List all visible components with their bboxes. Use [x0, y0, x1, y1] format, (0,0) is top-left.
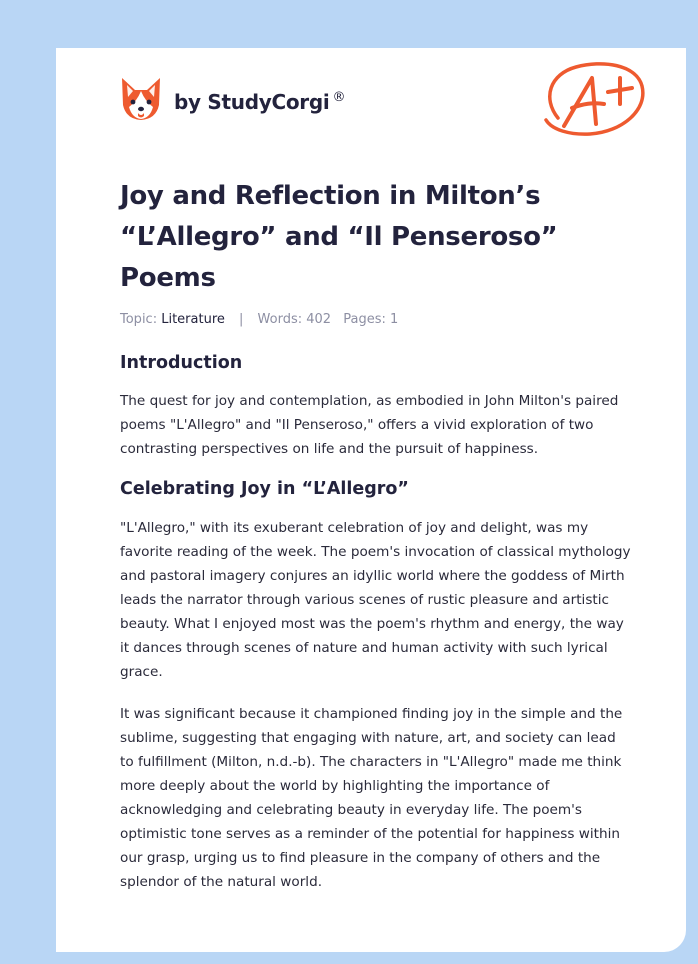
pages-label: Pages: [343, 312, 386, 327]
document-page [56, 48, 686, 952]
topic-label: Topic: [120, 312, 158, 327]
paragraph-joy-1: "L'Allegro," with its exuberant celebration of joy and delight, was my favorite reading of the week. The poem's invocation of classical mythology and pastoral imagery conjures an idyllic world where the goddess of Mirth leads the narrator through various scenes of rustic pleasure and artistic beauty. What I enjoyed most was the poem's rhythm and energy, the way it dances through scenes of nature and human activity with such lyrical grace. [120, 520, 631, 680]
paragraph-joy-2: It was significant because it championed finding joy in the simple and the sublime, suggesting that engaging with nature, art, and society can lead to fulfillment (Milton, n.d.-b). The characters in "L'Allegro" made me think more deeply about the world by highlighting the importance of acknowledging and celebrating beauty in everyday life. The poem's optimistic tone serves as a reminder of the potential for happiness within our grasp, urging us to find pleasure in the company of others and the splendor of the natural world. [120, 706, 623, 890]
words-label: Words: [257, 312, 303, 327]
section-heading-introduction: Introduction [120, 353, 243, 373]
meta-separator: | [239, 312, 244, 327]
studycorgi-logo[interactable] [120, 74, 345, 124]
topic-link[interactable]: Literature [161, 312, 225, 327]
corgi-icon [120, 75, 162, 123]
brand-name: by StudyCorgi ® [174, 90, 346, 114]
pages-count: 1 [390, 312, 399, 327]
words-count: 402 [306, 312, 332, 327]
essay-title: Joy and Reflection in Milton’s “L’Allegro” and “Il Penseroso” Poems [120, 181, 558, 293]
paragraph-introduction: The quest for joy and contemplation, as embodied in John Milton's paired poems "L'Allegro" and "Il Penseroso," offers a vivid exploration of two contrasting perspectives on life and the pursuit of happiness. [120, 393, 619, 457]
essay-meta [120, 312, 398, 327]
section-heading-celebrating-joy: Celebrating Joy in “L’Allegro” [120, 479, 409, 499]
essay-body [120, 351, 632, 894]
a-plus-grade-icon [536, 58, 648, 142]
